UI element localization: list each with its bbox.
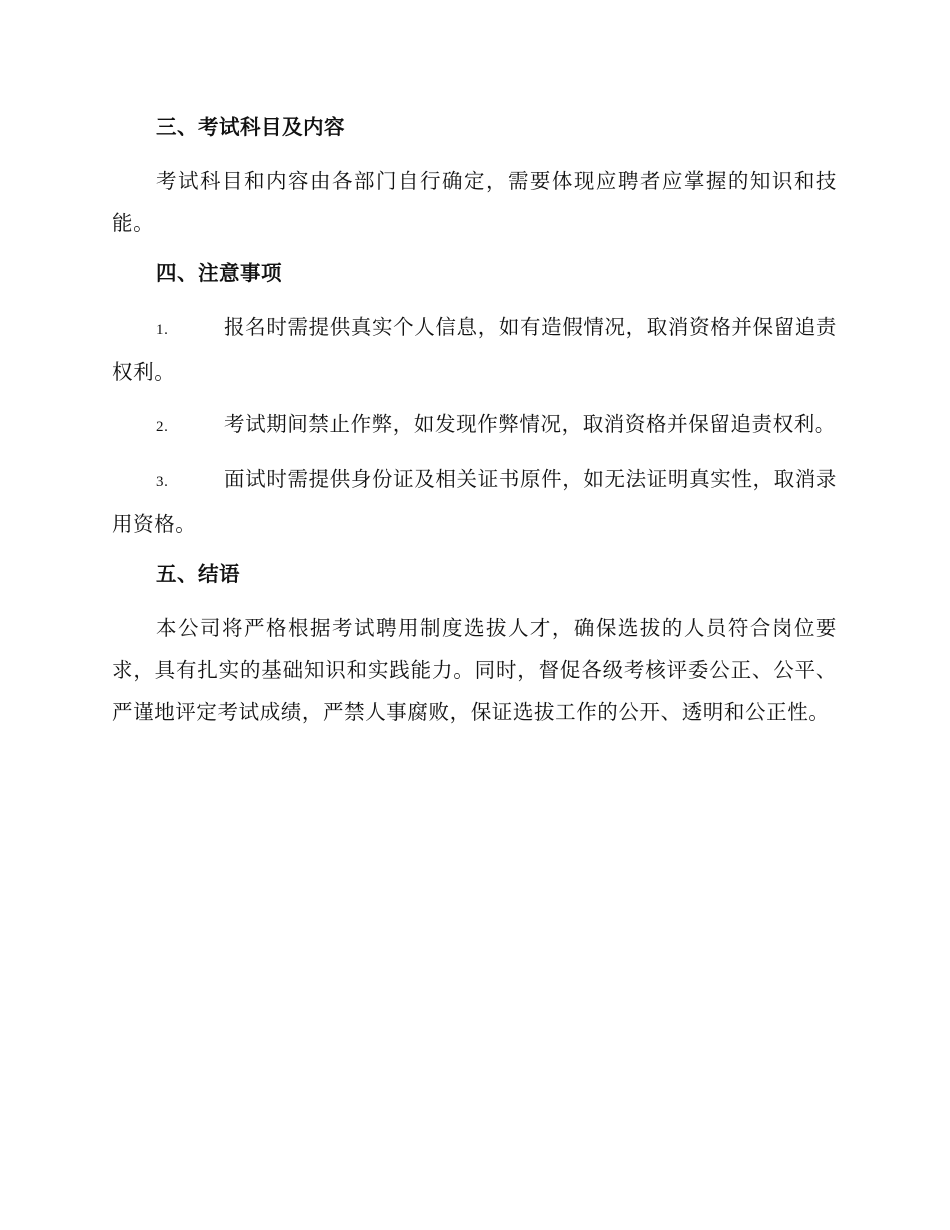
paragraph: 本公司将严格根据考试聘用制度选拔人才，确保选拔的人员符合岗位要求，具有扎实的基础知识和实践能力。同时，督促各级考核评委公正、公平、严谨地评定考试成绩，严禁人事腐败，保证选拔工作的公开、透明和公正性。 xyxy=(112,616,837,724)
section-conclusion xyxy=(112,555,837,733)
list-item-number: 3. xyxy=(156,474,169,490)
paragraph: 考试科目和内容由各部门自行确定，需要体现应聘者应掌握的知识和技能。 xyxy=(112,169,837,235)
list-item-number: 2. xyxy=(156,419,169,435)
document-page xyxy=(112,108,837,743)
section-heading: 三、考试科目及内容 xyxy=(156,115,345,139)
list-item xyxy=(112,458,837,545)
list-item-text: 考试期间禁止作弊，如发现作弊情况，取消资格并保留追责权利。 xyxy=(224,412,836,436)
list-item-number: 1. xyxy=(156,322,169,338)
list-item-text: 面试时需提供身份证及相关证书原件，如无法证明真实性，取消录用资格。 xyxy=(112,467,837,536)
section-notes xyxy=(112,254,837,545)
section-heading: 四、注意事项 xyxy=(156,261,282,285)
list-item xyxy=(112,403,837,448)
section-heading: 五、结语 xyxy=(156,562,240,586)
list-item-text: 报名时需提供真实个人信息，如有造假情况，取消资格并保留追责权利。 xyxy=(112,315,837,384)
list-item xyxy=(112,306,837,393)
section-exam-subjects xyxy=(112,108,837,244)
